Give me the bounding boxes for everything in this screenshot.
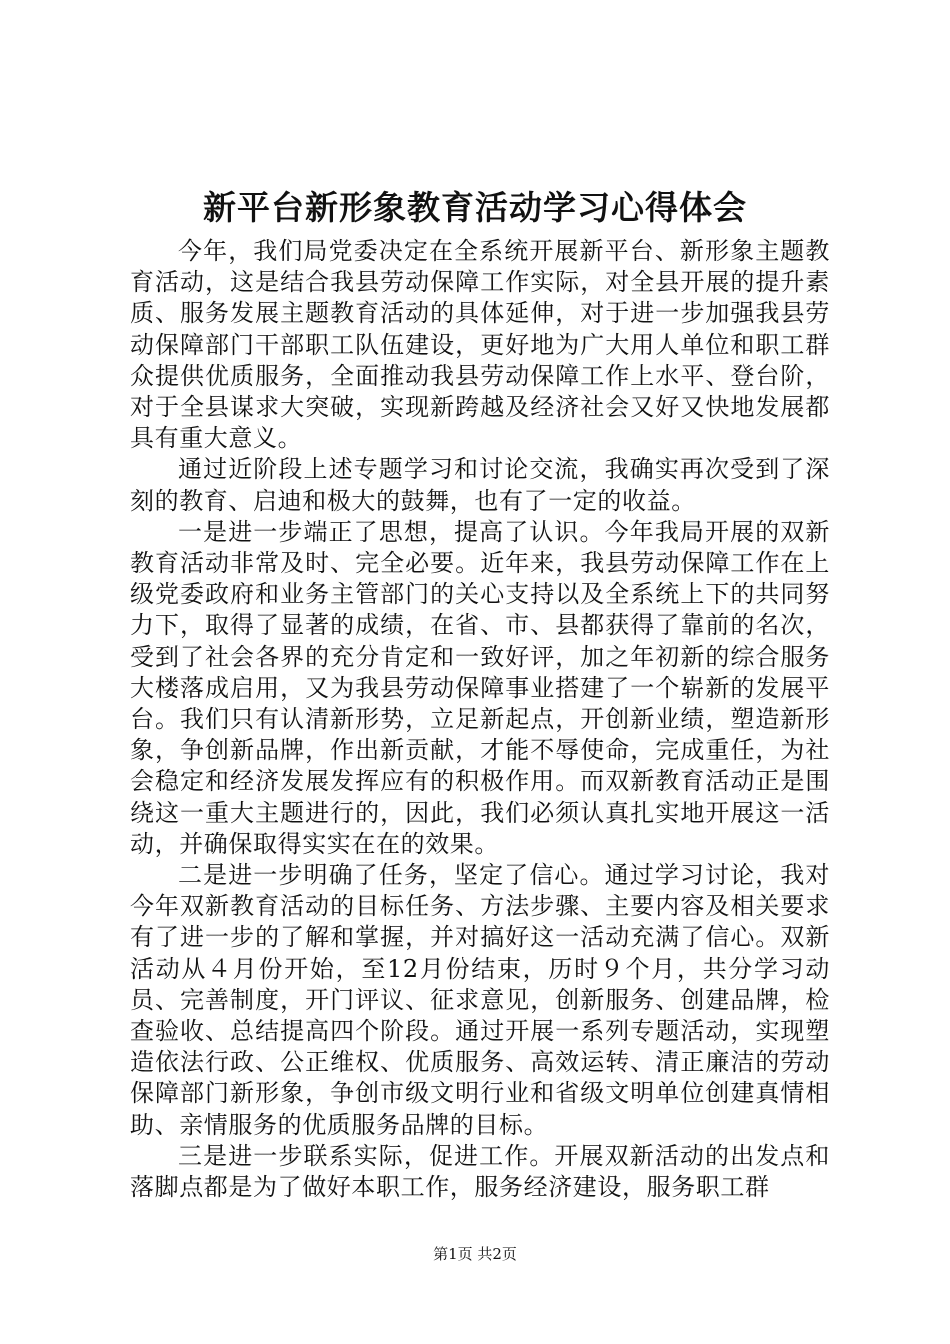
page-footer: 第1页 共2页 — [433, 1245, 517, 1263]
paragraph-point-two: 二是进一步明确了任务，坚定了信心。通过学习讨论，我对今年双新教育活动的目标任务、方法步骤、主要内容及相关要求有了进一步的了解和掌握，并对搞好这一活动充满了信心。双新活动从４月份开始，至12月份结束，历时９个月，共分学习动员、完善制度，开门评议、征求意见，创新服务、创建品牌，检查验收、总结提高四个阶段。通过开展一系列专题活动，实现塑造依法行政、公正维权、优质服务、高效运转、清正廉洁的劳动保障部门新形象，争创市级文明行业和省级文明单位创建真情相助、亲情服务的优质服务品牌的目标。 — [130, 861, 830, 1139]
document-title: 新平台新形象教育活动学习心得体会 — [203, 188, 747, 227]
paragraph-summary: 通过近阶段上述专题学习和讨论交流，我确实再次受到了深刻的教育、启迪和极大的鼓舞，也有了一定的收益。 — [130, 455, 830, 515]
paragraph-intro: 今年，我们局党委决定在全系统开展新平台、新形象主题教育活动，这是结合我县劳动保障工作实际，对全县开展的提升素质、服务发展主题教育活动的具体延伸，对于进一步加强我县劳动保障部门干部职工队伍建设，更好地为广大用人单位和职工群众提供优质服务，全面推动我县劳动保障工作上水平、登台阶，对于全县谋求大突破，实现新跨越及经济社会又好又快地发展都具有重大意义。 — [130, 237, 830, 453]
paragraph-point-three: 三是进一步联系实际，促进工作。开展双新活动的出发点和落脚点都是为了做好本职工作，服务经济建设，服务职工群 — [130, 1141, 830, 1202]
document-body — [130, 236, 830, 1203]
paragraph-point-one: 一是进一步端正了思想，提高了认识。今年我局开展的双新教育活动非常及时、完全必要。近年来，我县劳动保障工作在上级党委政府和业务主管部门的关心支持以及全系统上下的共同努力下，取得了显著的成绩，在省、市、县都获得了靠前的名次，受到了社会各界的充分肯定和一致好评，加之年初新的综合服务大楼落成启用，又为我县劳动保障事业搭建了一个崭新的发展平台。我们只有认清新形势，立足新起点，开创新业绩，塑造新形象，争创新品牌，作出新贡献，才能不辱使命，完成重任，为社会稳定和经济发展发挥应有的积极作用。而双新教育活动正是围绕这一重大主题进行的，因此，我们必须认真扎实地开展这一活动，并确保取得实实在在的效果。 — [130, 517, 830, 858]
